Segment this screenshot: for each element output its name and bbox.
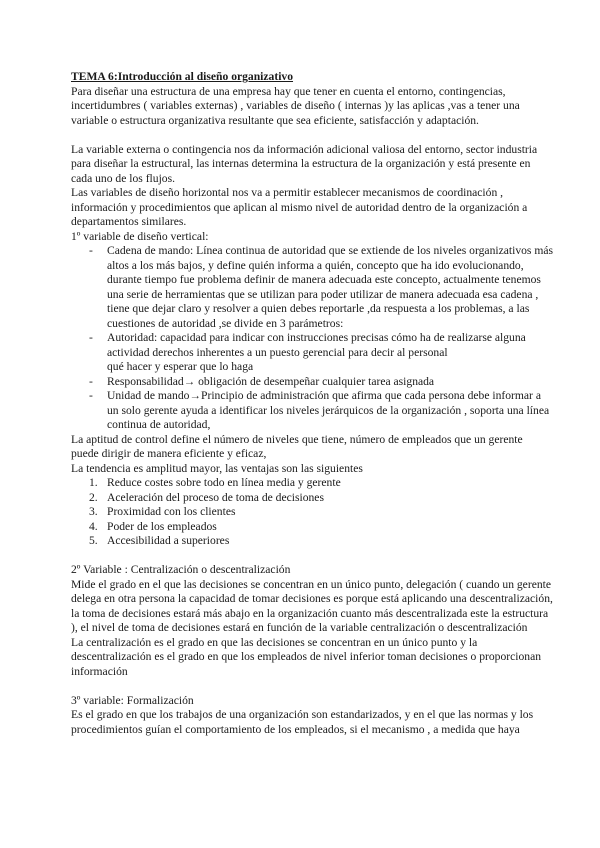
trend-paragraph: La tendencia es amplitud mayor, las ventajas son las siguientes bbox=[71, 461, 363, 475]
list-item bbox=[71, 244, 553, 331]
list-item-text: Unidad de mando→Principio de administración que afirma que cada persona debe informar a un solo gerente ayuda a identificar los niveles jerárquicos de la organización , soporta una línea continua de autoridad, bbox=[107, 389, 550, 431]
list-item-text: Proximidad con los clientes bbox=[107, 505, 236, 518]
list-item-text: Autoridad: capacidad para indicar con instrucciones precisas cómo ha de realizarse alguna actividad derechos inherentes a un puesto gerencial para decir al personal bbox=[107, 331, 526, 359]
list-item bbox=[71, 331, 553, 360]
list-item bbox=[71, 534, 553, 549]
list-number: 1. bbox=[89, 476, 98, 489]
document-title: TEMA 6:Introducción al diseño organizativo bbox=[71, 70, 294, 83]
list-item-text: Poder de los empleados bbox=[107, 519, 217, 533]
list-item-text: Responsabilidad→ obligación de desempeñar cualquier tarea asignada bbox=[107, 374, 435, 388]
dash-bullet: - bbox=[89, 244, 93, 257]
list-number: 3. bbox=[89, 505, 98, 518]
formalization-heading: 3º variable: Formalización bbox=[71, 693, 194, 707]
vertical-variable-heading: 1º variable de diseño vertical: bbox=[71, 229, 209, 243]
list-item bbox=[71, 505, 553, 520]
list-continuation: qué hacer y esperar que lo haga bbox=[107, 360, 254, 373]
formalization-paragraph: Es el grado en que los trabajos de una organización son estandarizados, y en el que las normas y los procedimientos guían el comportamiento de los empleados, si el mecanismo , a medida que haya bbox=[71, 708, 534, 736]
spacer bbox=[71, 679, 553, 694]
centralization-paragraph-2: La centralización es el grado en que las decisiones se concentran en un único punto y la descentralización es el grado en que los empleados de nivel inferior toman decisiones o proporcionan información bbox=[71, 635, 542, 678]
list-item-text: Cadena de mando: Línea continua de autoridad que se extiende de los niveles organizativos más altos a los más bajos, y define quién informa a quién, concepto que ha ido evolucionando, durante tiempo fue problema definir de manera adecuada este concepto, actualmente tenemos una serie de herramientas que se utilizan para poder utilizar de manera adecuada esa cadena , tiene que dejar claro y resolver a quien debes reportarle ,da respuesta a los problemas, a las cuestiones de autoridad ,se divide en 3 parámetros: bbox=[107, 244, 554, 330]
span-of-control-paragraph: La aptitud de control define el número de niveles que tiene, número de empleados que un gerente puede dirigir de manera eficiente y eficaz, bbox=[71, 432, 523, 460]
list-number: 4. bbox=[89, 519, 98, 533]
vertical-variable-list-cont bbox=[71, 375, 553, 433]
external-variable-paragraph: La variable externa o contingencia nos da información adicional valiosa del entorno, sector industria para diseñar la estructural, las internas determina la estructura de la organización y está presente en cada uno de los flujos. bbox=[71, 142, 538, 185]
intro-paragraph: Para diseñar una estructura de una empresa hay que tener en cuenta el entorno, contingencias, incertidumbres ( variables externas) , variables de diseño ( internas )y las aplicas ,vas a tener una variable o estructura organizativa resultante que sea eficiente, satisfacción y adaptación. bbox=[71, 84, 520, 127]
dash-bullet: - bbox=[89, 374, 93, 388]
list-item bbox=[71, 476, 553, 491]
dash-bullet: - bbox=[89, 331, 93, 344]
list-item-text: Accesibilidad a superiores bbox=[107, 534, 230, 547]
list-item bbox=[71, 375, 553, 390]
vertical-variable-list bbox=[71, 244, 553, 360]
list-number: 5. bbox=[89, 534, 98, 547]
list-item bbox=[71, 389, 553, 433]
spacer bbox=[71, 128, 553, 143]
list-number: 2. bbox=[89, 490, 98, 504]
list-item bbox=[71, 520, 553, 535]
list-item bbox=[71, 491, 553, 506]
centralization-paragraph-1: Mide el grado en el que las decisiones se concentran en un único punto, delegación ( cuando un gerente delega en otra persona la capacidad de tomar decisiones es porque está aplicando una descentralización, la toma de decisiones estará más abajo en la organización cuanto más descentralizada este la estructura ), el nivel de toma de decisiones estará en función de la variable centralización o descentralización bbox=[71, 577, 553, 634]
advantages-list bbox=[71, 476, 553, 549]
list-item-text: Reduce costes sobre todo en línea media y gerente bbox=[107, 476, 341, 489]
horizontal-variable-paragraph: Las variables de diseño horizontal nos va a permitir establecer mecanismos de coordinación , información y procedimientos que aplican al mismo nivel de autoridad dentro de la organización a departamentos similares. bbox=[71, 186, 528, 228]
dash-bullet: - bbox=[89, 389, 93, 402]
document-page bbox=[71, 70, 553, 737]
spacer bbox=[71, 549, 553, 564]
centralization-heading: 2º Variable : Centralización o descentralización bbox=[71, 563, 291, 576]
list-item-text: Aceleración del proceso de toma de decisiones bbox=[107, 490, 324, 504]
